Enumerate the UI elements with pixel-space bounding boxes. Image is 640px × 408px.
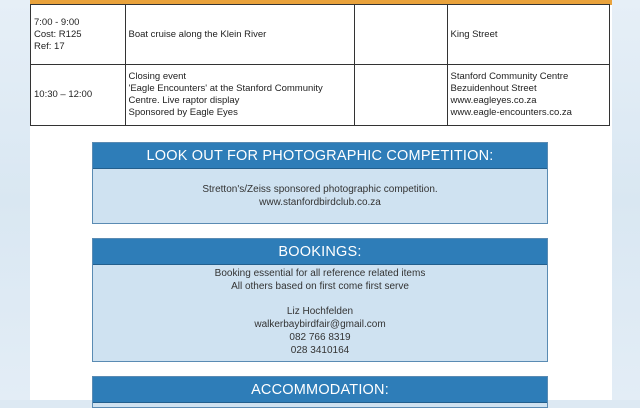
panel-text: All others based on first come first serve (231, 281, 409, 292)
panel-title: BOOKINGS: (93, 239, 547, 265)
time-cell (31, 65, 126, 126)
venue-link[interactable]: www.eagle-encounters.co.za (450, 107, 572, 118)
panel-title: ACCOMMODATION: (93, 377, 547, 403)
panel-text: Booking essential for all reference related items (214, 268, 426, 279)
venue-text: Bezuidenhout Street (450, 83, 537, 94)
venue-text: Stanford Community Centre (450, 71, 569, 82)
table-row (31, 65, 610, 126)
photo-competition-panel (92, 142, 548, 224)
schedule-table (30, 4, 610, 126)
page-background-right (612, 0, 640, 400)
venue-text: King Street (450, 28, 498, 40)
activity-text: Closing event (128, 71, 187, 82)
time-cell (31, 5, 126, 65)
panel-title: LOOK OUT FOR PHOTOGRAPHIC COMPETITION: (93, 143, 547, 169)
club-website-link[interactable]: www.stanfordbirdclub.co.za (259, 197, 381, 208)
time-text: 7:00 - 9:00 (34, 16, 80, 28)
activity-cell (125, 65, 355, 126)
activity-text: Boat cruise along the Klein River (128, 28, 267, 40)
bookings-panel (92, 238, 548, 362)
accommodation-panel (92, 376, 548, 408)
contact-name: Liz Hochfelden (286, 306, 354, 317)
contact-email-link[interactable]: walkerbaybirdfair@gmail.com (254, 319, 386, 330)
activity-cell (125, 5, 355, 65)
contact-phone: 028 3410164 (290, 345, 350, 356)
activity-text: Centre. Live raptor display (128, 95, 240, 106)
activity-text: Sponsored by Eagle Eyes (128, 107, 238, 118)
table-row (31, 5, 610, 65)
panel-text: Stretton's/Zeiss sponsored photographic competition. (202, 184, 438, 195)
document-page (30, 0, 612, 400)
venue-cell (447, 65, 609, 126)
extra-cell (355, 5, 447, 65)
venue-cell (447, 5, 609, 65)
contact-phone: 082 766 8319 (289, 332, 351, 343)
cost-text: Cost: R125 (34, 28, 82, 40)
ref-text: Ref: 17 (34, 40, 65, 52)
page-background-left (0, 0, 30, 400)
activity-text: 'Eagle Encounters' at the Stanford Community (128, 83, 323, 94)
venue-link[interactable]: www.eagleyes.co.za (450, 95, 537, 106)
extra-cell (355, 65, 447, 126)
time-text: 10:30 – 12:00 (34, 89, 93, 100)
